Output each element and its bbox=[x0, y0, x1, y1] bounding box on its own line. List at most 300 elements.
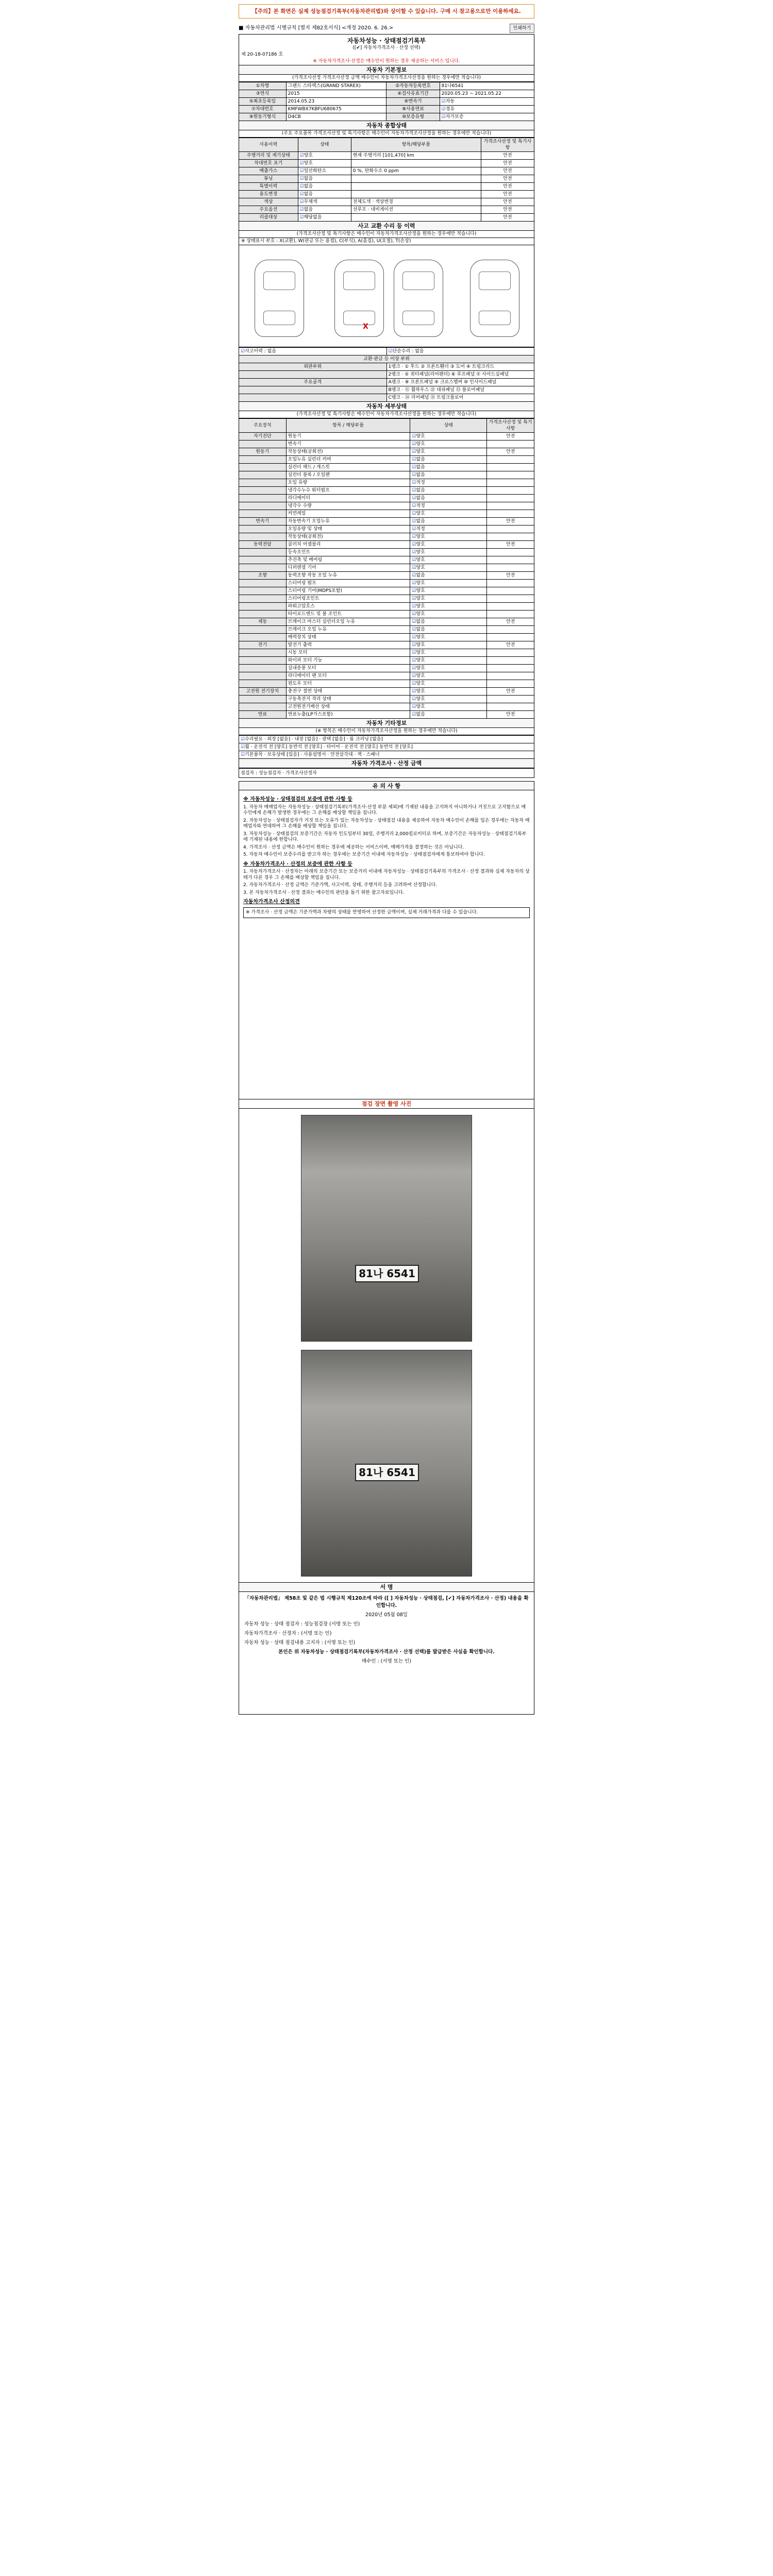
fuel-value: ☑ 경유 bbox=[440, 106, 534, 113]
basic-label: ⑤최초등록일 bbox=[239, 98, 287, 106]
column-header: 항목 / 해당부품 bbox=[286, 419, 410, 433]
table-row bbox=[239, 626, 534, 634]
terms-paragraph: 4. 가격조사 · 산정 금액은 매수인이 원하는 경우에 제공하는 서비스이며, 매매가격을 결정하는 것은 아닙니다. bbox=[243, 844, 464, 850]
table-row bbox=[239, 603, 534, 611]
basic-label: ⑧사용연료 bbox=[386, 106, 440, 113]
buyer-signature-line: 매수인 : (서명 또는 인) bbox=[361, 1658, 412, 1664]
detail-status: ☑ 양호 bbox=[410, 688, 487, 696]
summary-remark: 안전 bbox=[481, 214, 534, 222]
document-subtitle: ([✔] 자동차가격조사 · 산정 선택) bbox=[352, 45, 421, 50]
parts-rank: C랭크 bbox=[388, 395, 401, 400]
detail-status: ☑ 양호 bbox=[410, 603, 487, 611]
detail-device bbox=[239, 603, 287, 611]
table-row bbox=[239, 348, 534, 355]
detail-status: ☑ 없음 bbox=[410, 711, 487, 719]
detail-item: 라디에이터 팬 모터 bbox=[286, 672, 410, 680]
column-header: 주요장치 bbox=[239, 419, 287, 433]
detail-item: 원동기 bbox=[286, 433, 410, 440]
other-info-heading: 자동차 기타정보 bbox=[239, 719, 534, 728]
terms-title: 유 의 사 항 bbox=[239, 781, 534, 790]
detail-remark bbox=[487, 626, 534, 634]
detail-status: ☑ 양호 bbox=[410, 510, 487, 518]
summary-status: ☑ 없음 bbox=[298, 175, 351, 183]
summary-status: ☑ 해당없음 bbox=[298, 214, 351, 222]
signature-section bbox=[239, 1592, 534, 1715]
basic-label: ②자동차등록번호 bbox=[386, 82, 440, 90]
summary-detail bbox=[351, 191, 481, 198]
detail-item: 타이로드엔드 및 볼 조인트 bbox=[286, 611, 410, 618]
terms-paragraph: 5. 자동차 매수인이 보증수리를 받고자 하는 경우에는 보증기간 이내에 자동차성능 · 상태점검자에게 통보하여야 합니다. bbox=[243, 852, 485, 857]
accident-history: ☑ 사고이력 : 없음 bbox=[239, 348, 387, 355]
car-top-front-outline bbox=[334, 260, 384, 337]
parts-items: ① 후드 ② 프론트휀더 ③ 도어 ④ 트렁크리드 bbox=[405, 364, 495, 369]
detail-device: 원동기 bbox=[239, 448, 287, 456]
detail-remark bbox=[487, 533, 534, 541]
detail-remark: 안전 bbox=[487, 688, 534, 696]
parts-rank: 2랭크 bbox=[388, 372, 400, 377]
column-header: 사용이력 bbox=[239, 138, 298, 152]
table-row bbox=[239, 649, 534, 657]
detail-status: ☑ 없음 bbox=[410, 495, 487, 502]
table-row bbox=[239, 526, 534, 533]
detail-device bbox=[239, 510, 287, 518]
detail-status: ☑ 양호 bbox=[410, 533, 487, 541]
other-info-note: (※ 항목은 매수인이 자동차가격조사산정을 원하는 경우에만 적습니다) bbox=[239, 728, 534, 735]
detail-status: ☑ 적정 bbox=[410, 502, 487, 510]
table-row bbox=[239, 433, 534, 440]
table-row bbox=[239, 736, 534, 743]
detail-item: 변속기 bbox=[286, 440, 410, 448]
detail-item: 냉각수 수량 bbox=[286, 502, 410, 510]
detail-remark bbox=[487, 549, 534, 556]
summary-status: ☑ 일산화탄소 bbox=[298, 167, 351, 175]
price-heading: 자동차 가격조사 · 산정 금액 bbox=[239, 759, 534, 768]
column-header: 상태 bbox=[298, 138, 351, 152]
column-header: 가격조사산정 및 특기사항 bbox=[487, 419, 534, 433]
table-row bbox=[239, 688, 534, 696]
summary-table bbox=[239, 138, 534, 222]
summary-status: ☑ 무채색 bbox=[298, 198, 351, 206]
table-row bbox=[239, 541, 534, 549]
detail-remark bbox=[487, 634, 534, 641]
summary-remark: 안전 bbox=[481, 183, 534, 191]
detail-status: ☑ 양호 bbox=[410, 696, 487, 703]
table-row bbox=[239, 510, 534, 518]
detail-status: ☑ 적정 bbox=[410, 526, 487, 533]
price-table bbox=[239, 768, 534, 778]
detail-item: 실내송풍 모터 bbox=[286, 665, 410, 672]
detail-item: 윈도우 모터 bbox=[286, 680, 410, 688]
detail-item: 실린더 블록 / 오일팬 bbox=[286, 471, 410, 479]
basic-label: ⑩보증유형 bbox=[386, 113, 440, 121]
terms-heading-2: ※ 자동차가격조사 · 산정의 보증에 관한 사항 등 bbox=[243, 861, 352, 867]
table-row bbox=[239, 113, 534, 121]
photo-section-title: 점검 장면 촬영 사진 bbox=[239, 1099, 534, 1109]
summary-remark: 안전 bbox=[481, 160, 534, 167]
table-row bbox=[239, 743, 534, 751]
detail-status: ☑ 양호 bbox=[410, 672, 487, 680]
detail-device bbox=[239, 680, 287, 688]
table-row bbox=[239, 549, 534, 556]
form-legal-title: ■ 자동차관리법 시행규칙 [별지 제82호서식] <개정 2020. 6. 26.> bbox=[239, 25, 394, 31]
table-row bbox=[239, 556, 534, 564]
table-row bbox=[239, 160, 534, 167]
signature-date: 2020년 05월 08일 bbox=[365, 1612, 408, 1618]
detail-remark bbox=[487, 703, 534, 711]
detail-item: 오일유량 및 상태 bbox=[286, 526, 410, 533]
detail-device bbox=[239, 556, 287, 564]
table-row bbox=[239, 371, 534, 379]
table-row bbox=[239, 518, 534, 526]
table-row bbox=[239, 611, 534, 618]
detail-device: 연료 bbox=[239, 711, 287, 719]
license-plate: 81나 6541 bbox=[355, 1464, 419, 1481]
summary-item: 배출가스 bbox=[239, 167, 298, 175]
price-inspector: 점검자 : 성능점검자 · 가격조사산정자 bbox=[239, 769, 534, 778]
summary-detail bbox=[351, 214, 481, 222]
signature-line: 자동차가격조사 · 산정자 : (서명 또는 인) bbox=[244, 1631, 332, 1636]
table-row bbox=[239, 502, 534, 510]
table-row bbox=[239, 479, 534, 487]
table-row bbox=[239, 464, 534, 471]
detail-device bbox=[239, 634, 287, 641]
detail-status: ☑ 양호 bbox=[410, 641, 487, 649]
detail-item: 와이퍼 모터 기능 bbox=[286, 657, 410, 665]
detail-status: ☑ 양호 bbox=[410, 587, 487, 595]
summary-item: 리콜대상 bbox=[239, 214, 298, 222]
detail-remark: 안전 bbox=[487, 618, 534, 626]
table-row bbox=[239, 152, 534, 160]
detail-item: 파워고압호스 bbox=[286, 603, 410, 611]
detail-item: 시동 모터 bbox=[286, 649, 410, 657]
table-row bbox=[239, 167, 534, 175]
detail-remark bbox=[487, 464, 534, 471]
print-button[interactable]: 인쇄하기 bbox=[510, 24, 534, 33]
detail-device bbox=[239, 580, 287, 587]
photo-section bbox=[239, 1109, 534, 1583]
detail-device bbox=[239, 703, 287, 711]
detail-remark bbox=[487, 564, 534, 572]
buyer-statement: 본인은 위 자동차성능 · 상태점검기록부(자동차가격조사 · 산정 선택)를 발급받은 사실을 확인합니다. bbox=[278, 1649, 495, 1655]
detail-remark bbox=[487, 502, 534, 510]
terms-paragraph: 3. 자동차성능 · 상태점검의 보증기간은 자동차 인도일부터 30일, 주행거리 2,000킬로미터로 하며, 보증기간은 자동차성능 · 상태점검기록부에 기재된 내용에 한합니다. bbox=[243, 831, 527, 842]
basic-label: ⑥변속기 bbox=[386, 98, 440, 106]
summary-item: 특별이력 bbox=[239, 183, 298, 191]
parts-items: ⑧ 프론트패널 ⑨ 크로스멤버 ⑩ 인사이드패널 bbox=[405, 380, 497, 385]
detail-device bbox=[239, 479, 287, 487]
basic-label: ①차명 bbox=[239, 82, 287, 90]
table-row bbox=[239, 672, 534, 680]
parts-group bbox=[239, 394, 387, 402]
summary-note: (주요 주요품목 가격조사산정 및 특기사항은 매수인이 자동차가격조사산정을 원하는 경우에만 적습니다) bbox=[239, 130, 534, 138]
detail-heading: 자동차 세부상태 bbox=[239, 402, 534, 411]
detail-remark bbox=[487, 440, 534, 448]
summary-detail: 전체도색 · 색상변경 bbox=[351, 198, 481, 206]
detail-device bbox=[239, 502, 287, 510]
table-row bbox=[239, 618, 534, 626]
detail-device: 제동 bbox=[239, 618, 287, 626]
table-row bbox=[239, 206, 534, 214]
basic-value: 2020.05.23 ~ 2021.05.22 bbox=[440, 90, 534, 98]
summary-heading: 자동차 종합상태 bbox=[239, 121, 534, 130]
document-title: 자동차성능 · 상태점검기록부 bbox=[347, 37, 426, 44]
car-top-rear-outline bbox=[394, 260, 443, 337]
table-row bbox=[239, 641, 534, 649]
table-row bbox=[239, 379, 534, 386]
detail-status: ☑ 양호 bbox=[410, 549, 487, 556]
detail-status: ☑ 양호 bbox=[410, 703, 487, 711]
table-row bbox=[239, 751, 534, 759]
detail-remark bbox=[487, 479, 534, 487]
detail-device bbox=[239, 487, 287, 495]
table-row bbox=[239, 703, 534, 711]
detail-device bbox=[239, 495, 287, 502]
parts-list: A랭크 · ⑧ 프론트패널 ⑨ 크로스멤버 ⑩ 인사이드패널 bbox=[386, 379, 534, 386]
summary-remark: 안전 bbox=[481, 167, 534, 175]
detail-item: 실린더 헤드 / 개스킷 bbox=[286, 464, 410, 471]
table-row bbox=[239, 580, 534, 587]
detail-status: ☑ 없음 bbox=[410, 464, 487, 471]
summary-detail: 0 %, 탄화수소 0 ppm bbox=[351, 167, 481, 175]
detail-remark: 안전 bbox=[487, 433, 534, 440]
detail-item: 추진축 및 베어링 bbox=[286, 556, 410, 564]
column-header: 상태 bbox=[410, 419, 487, 433]
car-damage-diagram bbox=[239, 245, 534, 347]
detail-item: 오일누유 실린더 커버 bbox=[286, 456, 410, 464]
detail-remark bbox=[487, 526, 534, 533]
accident-note: (가격조사산정 및 특기사항은 매수인이 자동차가격조사산정을 원하는 경우에만 적습니다) bbox=[239, 231, 534, 238]
summary-remark: 안전 bbox=[481, 152, 534, 160]
basic-label: ④검사유효기간 bbox=[386, 90, 440, 98]
detail-remark bbox=[487, 649, 534, 657]
detail-remark bbox=[487, 456, 534, 464]
summary-item: 차대번호 표기 bbox=[239, 160, 298, 167]
license-plate: 81나 6541 bbox=[355, 1265, 419, 1282]
basic-label: ③연식 bbox=[239, 90, 287, 98]
detail-remark: 안전 bbox=[487, 572, 534, 580]
table-row bbox=[239, 564, 534, 572]
summary-remark: 안전 bbox=[481, 206, 534, 214]
detail-item: 스티어링 기어(MDPS포함) bbox=[286, 587, 410, 595]
detail-remark: 안전 bbox=[487, 448, 534, 456]
table-row bbox=[239, 665, 534, 672]
detail-status: ☑ 없음 bbox=[410, 518, 487, 526]
detail-item: 라디에이터 bbox=[286, 495, 410, 502]
table-row bbox=[239, 471, 534, 479]
exchange-mark: X bbox=[363, 323, 368, 331]
table-row bbox=[239, 572, 534, 580]
parts-group bbox=[239, 371, 387, 379]
detail-item: 오일 유량 bbox=[286, 479, 410, 487]
special-opinion-box: ※ 가격조사 · 산정 금액은 기준가액과 차량의 상태를 반영하여 산정한 금액이며, 실제 거래가격과 다를 수 있습니다. bbox=[243, 907, 530, 919]
detail-status: ☑ 양호 bbox=[410, 595, 487, 603]
parts-rank: B랭크 bbox=[388, 387, 401, 393]
summary-detail bbox=[351, 183, 481, 191]
detail-status: ☑ 양호 bbox=[410, 649, 487, 657]
table-row bbox=[239, 191, 534, 198]
parts-list: 2랭크 · ⑤ 쿼터패널(리어펜더) ⑥ 루프패널 ⑦ 사이드실패널 bbox=[386, 371, 534, 379]
detail-status: ☑ 양호 bbox=[410, 541, 487, 549]
vehicle-front-photo bbox=[301, 1115, 472, 1342]
detail-remark bbox=[487, 556, 534, 564]
detail-status: ☑ 없음 bbox=[410, 618, 487, 626]
detail-item: 냉각수누수 워터펌프 bbox=[286, 487, 410, 495]
detail-item: 고전원전기배선 상태 bbox=[286, 703, 410, 711]
summary-item: 주행거리 및 계기상태 bbox=[239, 152, 298, 160]
detail-device: 변속기 bbox=[239, 518, 287, 526]
detail-status: ☑ 양호 bbox=[410, 580, 487, 587]
detail-status: ☑ 적정 bbox=[410, 479, 487, 487]
accident-result-table bbox=[239, 347, 534, 402]
detail-device: 자기진단 bbox=[239, 433, 287, 440]
signature-line: 자동차 성능 · 상태 점검자 : 성능점검장 (서명 또는 인) bbox=[244, 1621, 360, 1627]
summary-detail bbox=[351, 160, 481, 167]
parts-list: 1랭크 · ① 후드 ② 프론트휀더 ③ 도어 ④ 트렁크리드 bbox=[386, 363, 534, 371]
detail-status: ☑ 없음 bbox=[410, 487, 487, 495]
basic-value: D4CB bbox=[286, 113, 386, 121]
table-row bbox=[239, 183, 534, 191]
signature-statement: 「자동차관리법」 제58조 및 같은 법 시행규칙 제120조에 따라 ([ ] 자동차성능 · 상태점검, [✔] 자동차가격조사 · 산정) 내용을 확인합니다. bbox=[244, 1596, 529, 1608]
detail-remark bbox=[487, 657, 534, 665]
column-header: 가격조사산정 및 특기사항 bbox=[481, 138, 534, 152]
table-row bbox=[239, 448, 534, 456]
detail-item: 클러치 어셈블리 bbox=[286, 541, 410, 549]
detail-remark bbox=[487, 611, 534, 618]
summary-status: ☑ 양호 bbox=[298, 152, 351, 160]
detail-item: 작동상태(공회전) bbox=[286, 448, 410, 456]
detail-device bbox=[239, 626, 287, 634]
detail-device: 조향 bbox=[239, 572, 287, 580]
form-title-bar bbox=[239, 23, 534, 34]
inspection-document bbox=[239, 0, 534, 1715]
table-row bbox=[239, 487, 534, 495]
detail-device bbox=[239, 649, 287, 657]
summary-detail bbox=[351, 175, 481, 183]
detail-item: 디퍼렌셜 기어 bbox=[286, 564, 410, 572]
detail-device bbox=[239, 595, 287, 603]
parts-rank: A랭크 bbox=[388, 380, 401, 385]
car-left-side-outline bbox=[255, 260, 304, 337]
table-row bbox=[239, 90, 534, 98]
detail-remark: 안전 bbox=[487, 518, 534, 526]
detail-remark: 안전 bbox=[487, 711, 534, 719]
parts-list: C랭크 · ⑭ 리어패널 ⑮ 트렁크플로어 bbox=[386, 394, 534, 402]
simple-repair: ☑ 단순수리 : 없음 bbox=[386, 348, 534, 355]
basic-label: ⑦차대번호 bbox=[239, 106, 287, 113]
detail-item: 스티어링 펌프 bbox=[286, 580, 410, 587]
detail-remark: 안전 bbox=[487, 641, 534, 649]
detail-remark bbox=[487, 471, 534, 479]
vehicle-rear-photo bbox=[301, 1350, 472, 1577]
detail-remark bbox=[487, 603, 534, 611]
detail-status: ☑ 양호 bbox=[410, 665, 487, 672]
table-row bbox=[239, 595, 534, 603]
detail-note: (가격조사산정 및 특기사항은 매수인이 자동차가격조사산정을 원하는 경우에만 적습니다) bbox=[239, 411, 534, 418]
summary-detail: 선루프 · 네비게이션 bbox=[351, 206, 481, 214]
detail-device bbox=[239, 549, 287, 556]
table-row bbox=[239, 456, 534, 464]
detail-item: 동력조향 작동 오일 누유 bbox=[286, 572, 410, 580]
basic-items-row: ☑ 기본품목 · 보유상태 [있음] · 사용설명서 · 안전삼각대 · 잭 · 스패너 bbox=[239, 751, 534, 759]
basic-info-note: (가격조사산정 가격조사산정 금액 매수인이 자동차가격조사산정을 원하는 경우에만 적습니다) bbox=[239, 75, 534, 82]
detail-device bbox=[239, 611, 287, 618]
detail-remark bbox=[487, 510, 534, 518]
detail-status: ☑ 양호 bbox=[410, 448, 487, 456]
basic-value: KMFWBX7KBFU680675 bbox=[286, 106, 386, 113]
detail-status: ☑ 양호 bbox=[410, 657, 487, 665]
detail-status: ☑ 양호 bbox=[410, 556, 487, 564]
header-box bbox=[239, 34, 534, 65]
terms-paragraph: 2. 자동차성능 · 상태점검자가 거짓 또는 오류가 있는 자동차성능 · 상태점검 내용을 제공하여 자동차 매수인이 손해를 입은 경우에는 자동차 매매업자와 연대하여 그 손해를 배상할 책임을 집니다. bbox=[243, 818, 530, 829]
detail-device bbox=[239, 564, 287, 572]
detail-status: ☑ 양호 bbox=[410, 564, 487, 572]
detail-table bbox=[239, 418, 534, 719]
detail-device: 고전원 전기장치 bbox=[239, 688, 287, 696]
detail-item: 배력장치 상태 bbox=[286, 634, 410, 641]
parts-heading: 교환·판금 등 이상 부위 bbox=[239, 355, 534, 363]
detail-status: ☑ 없음 bbox=[410, 456, 487, 464]
table-row bbox=[239, 363, 534, 371]
table-row bbox=[239, 680, 534, 688]
parts-group bbox=[239, 386, 387, 394]
table-row bbox=[239, 634, 534, 641]
parts-group: 외판부위 bbox=[239, 363, 387, 371]
basic-label: ⑨원동기형식 bbox=[239, 113, 287, 121]
parts-list: B랭크 · ⑪ 휠하우스 ⑫ 대쉬패널 ⑬ 플로어패널 bbox=[386, 386, 534, 394]
detail-device: 전기 bbox=[239, 641, 287, 649]
table-row bbox=[239, 98, 534, 106]
summary-detail: 현재 주행거리 [101,470] km bbox=[351, 152, 481, 160]
detail-status: ☑ 양호 bbox=[410, 611, 487, 618]
detail-device bbox=[239, 696, 287, 703]
car-right-side-outline bbox=[470, 260, 519, 337]
table-row bbox=[239, 386, 534, 394]
summary-status: ☑ 없음 bbox=[298, 206, 351, 214]
summary-item: 색상 bbox=[239, 198, 298, 206]
wheel-tire-row: ☑ 휠 · 운전석 전 [양호] 동반석 전 [양호] · 타이어 · 운전석 전 [양호] 동반석 전 [양호] bbox=[239, 743, 534, 751]
terms-heading-1: ※ 자동차성능 · 상태점검의 보증에 관한 사항 등 bbox=[243, 796, 352, 802]
detail-status: ☑ 양호 bbox=[410, 680, 487, 688]
price-service-warning: ※ 자동차가격조사·산정은 매수인이 원하는 경우 제공하는 서비스 입니다. bbox=[313, 59, 460, 64]
parts-items: ⑪ 휠하우스 ⑫ 대쉬패널 ⑬ 플로어패널 bbox=[405, 387, 484, 393]
detail-device bbox=[239, 464, 287, 471]
detail-remark bbox=[487, 672, 534, 680]
summary-item: 용도변경 bbox=[239, 191, 298, 198]
terms-paragraph: 1. 자동차 매매업자는 자동차성능 · 상태점검기록부(가격조사·산정 부분 제외)에 기재된 내용을 고지하지 아니하거나 거짓으로 고지함으로 매수인에게 손해가 발생한 경우에는 그 손해를 배상할 책임을 집니다. bbox=[243, 804, 526, 816]
basic-info-heading: 자동차 기본정보 bbox=[239, 65, 534, 75]
detail-remark bbox=[487, 487, 534, 495]
detail-device bbox=[239, 456, 287, 464]
summary-status: ☑ 양호 bbox=[298, 160, 351, 167]
basic-value: 2014.05.23 bbox=[286, 98, 386, 106]
signature-line: 자동차 성능 · 상태 점검내용 고지자 : (서명 또는 인) bbox=[244, 1640, 356, 1646]
table-header-row bbox=[239, 138, 534, 152]
table-row bbox=[239, 82, 534, 90]
detail-remark bbox=[487, 595, 534, 603]
detail-status: ☑ 양호 bbox=[410, 440, 487, 448]
summary-item: 튜닝 bbox=[239, 175, 298, 183]
table-row bbox=[239, 533, 534, 541]
detail-remark bbox=[487, 587, 534, 595]
summary-remark: 안전 bbox=[481, 175, 534, 183]
parts-group: 주요골격 bbox=[239, 379, 387, 386]
detail-remark bbox=[487, 495, 534, 502]
basic-value: 2015 bbox=[286, 90, 386, 98]
summary-item: 주요옵션 bbox=[239, 206, 298, 214]
table-row bbox=[239, 495, 534, 502]
notice-banner: 【주의】본 화면은 실제 성능점검기록부(자동차관리법)와 상이할 수 있습니다. 구매 시 참고용으로만 이용하세요. bbox=[239, 4, 534, 19]
transmission-value: ☑ 자동 bbox=[440, 98, 534, 106]
